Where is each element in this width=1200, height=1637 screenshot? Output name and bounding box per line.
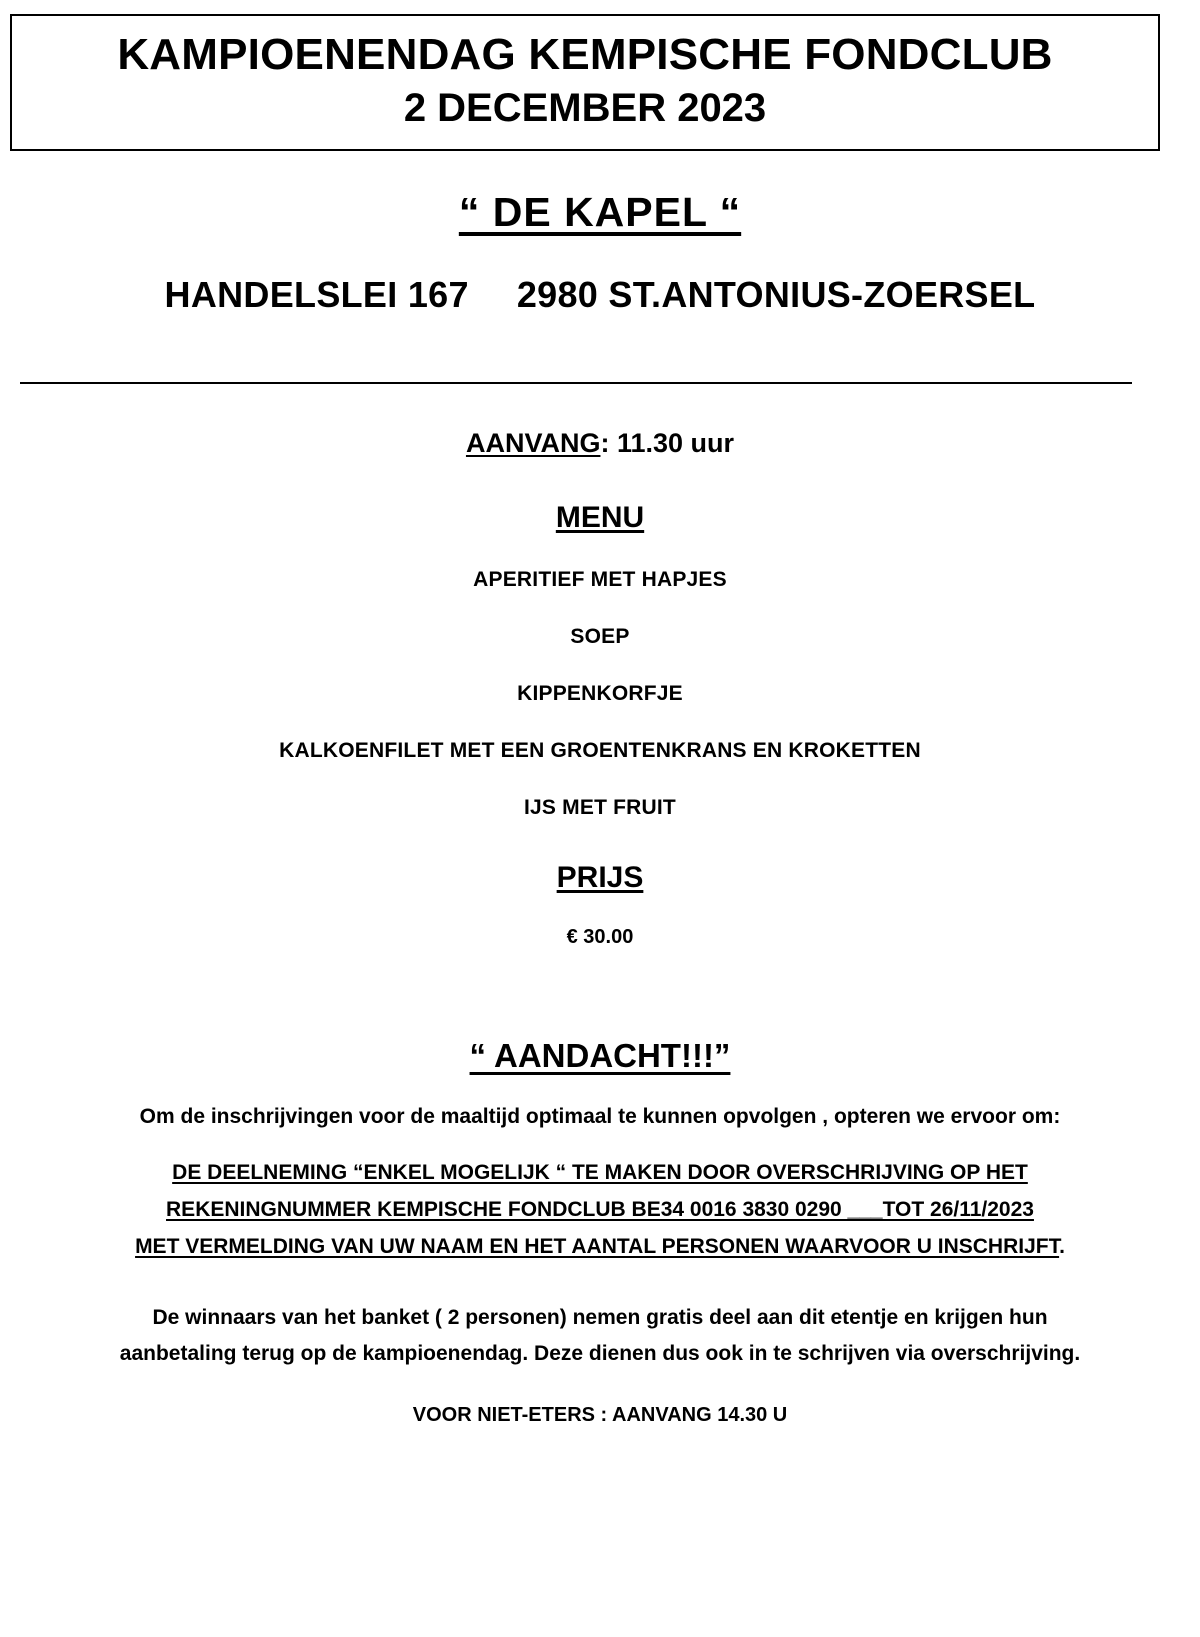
price-heading-text: PRIJS xyxy=(556,861,644,895)
bank-line-3-text: MET VERMELDING VAN UW NAAM EN HET AANTAL PERSONEN WAARVOOR U INSCHRIJFT xyxy=(135,1234,1060,1258)
menu-item: KALKOENFILET MET EEN GROENTENKRANS EN KROKETTEN xyxy=(279,739,921,763)
bank-line-3 xyxy=(28,1229,1172,1266)
attention-heading-text: “ AANDACHT!!!” xyxy=(469,1037,731,1075)
menu-item: SOEP xyxy=(570,625,630,649)
menu-heading xyxy=(28,501,1172,535)
menu-item: KIPPENKORFJE xyxy=(517,682,683,706)
start-time-label: AANVANG xyxy=(465,428,601,459)
bank-line-1 xyxy=(28,1155,1172,1192)
winners-note xyxy=(28,1300,1172,1374)
title-line-1: KAMPIOENENDAG KEMPISCHE FONDCLUB xyxy=(117,30,1053,79)
price-heading xyxy=(28,861,1172,895)
attention-heading xyxy=(28,1037,1172,1075)
bank-line-3-period: . xyxy=(1059,1234,1065,1258)
bank-line-2 xyxy=(28,1192,1172,1229)
winners-line-1: De winnaars van het banket ( 2 personen) nemen gratis deel aan dit etentje en krijgen hun xyxy=(152,1305,1048,1329)
bank-transfer-block xyxy=(28,1155,1172,1265)
venue-street: HANDELSLEI 167 xyxy=(164,274,469,316)
event-details xyxy=(28,428,1172,949)
menu-item: APERITIEF MET HAPJES xyxy=(473,568,727,592)
price-value: € 30.00 xyxy=(566,926,634,949)
attention-intro: Om de inschrijvingen voor de maaltijd optimaal te kunnen opvolgen , opteren we ervoor om: xyxy=(139,1105,1061,1129)
venue-address xyxy=(28,274,1172,316)
menu-heading-text: MENU xyxy=(555,501,645,535)
menu-item: IJS MET FRUIT xyxy=(524,796,676,820)
venue-city: 2980 ST.ANTONIUS-ZOERSEL xyxy=(516,274,1036,316)
start-time-value: : 11.30 uur xyxy=(600,428,735,459)
horizontal-divider xyxy=(20,382,1132,384)
venue-name-wrap xyxy=(28,189,1172,236)
bank-line-1-text: DE DEELNEMING “ENKEL MOGELIJK “ TE MAKEN DOOR OVERSCHRIJVING OP HET xyxy=(172,1161,1028,1185)
start-time-line xyxy=(28,428,1172,459)
winners-line-2: aanbetaling terug op de kampioenendag. Deze dienen dus ook in te schrijven via overschrijving. xyxy=(119,1342,1081,1366)
title-box xyxy=(10,14,1160,151)
title-line-2: 2 DECEMBER 2023 xyxy=(403,86,767,131)
bank-line-2-text: REKENINGNUMMER KEMPISCHE FONDCLUB BE34 0016 3830 0290 ___TOT 26/11/2023 xyxy=(166,1198,1034,1222)
venue-name: “ DE KAPEL “ xyxy=(458,189,742,236)
non-eaters-note: VOOR NIET-ETERS : AANVANG 14.30 U xyxy=(412,1404,788,1427)
